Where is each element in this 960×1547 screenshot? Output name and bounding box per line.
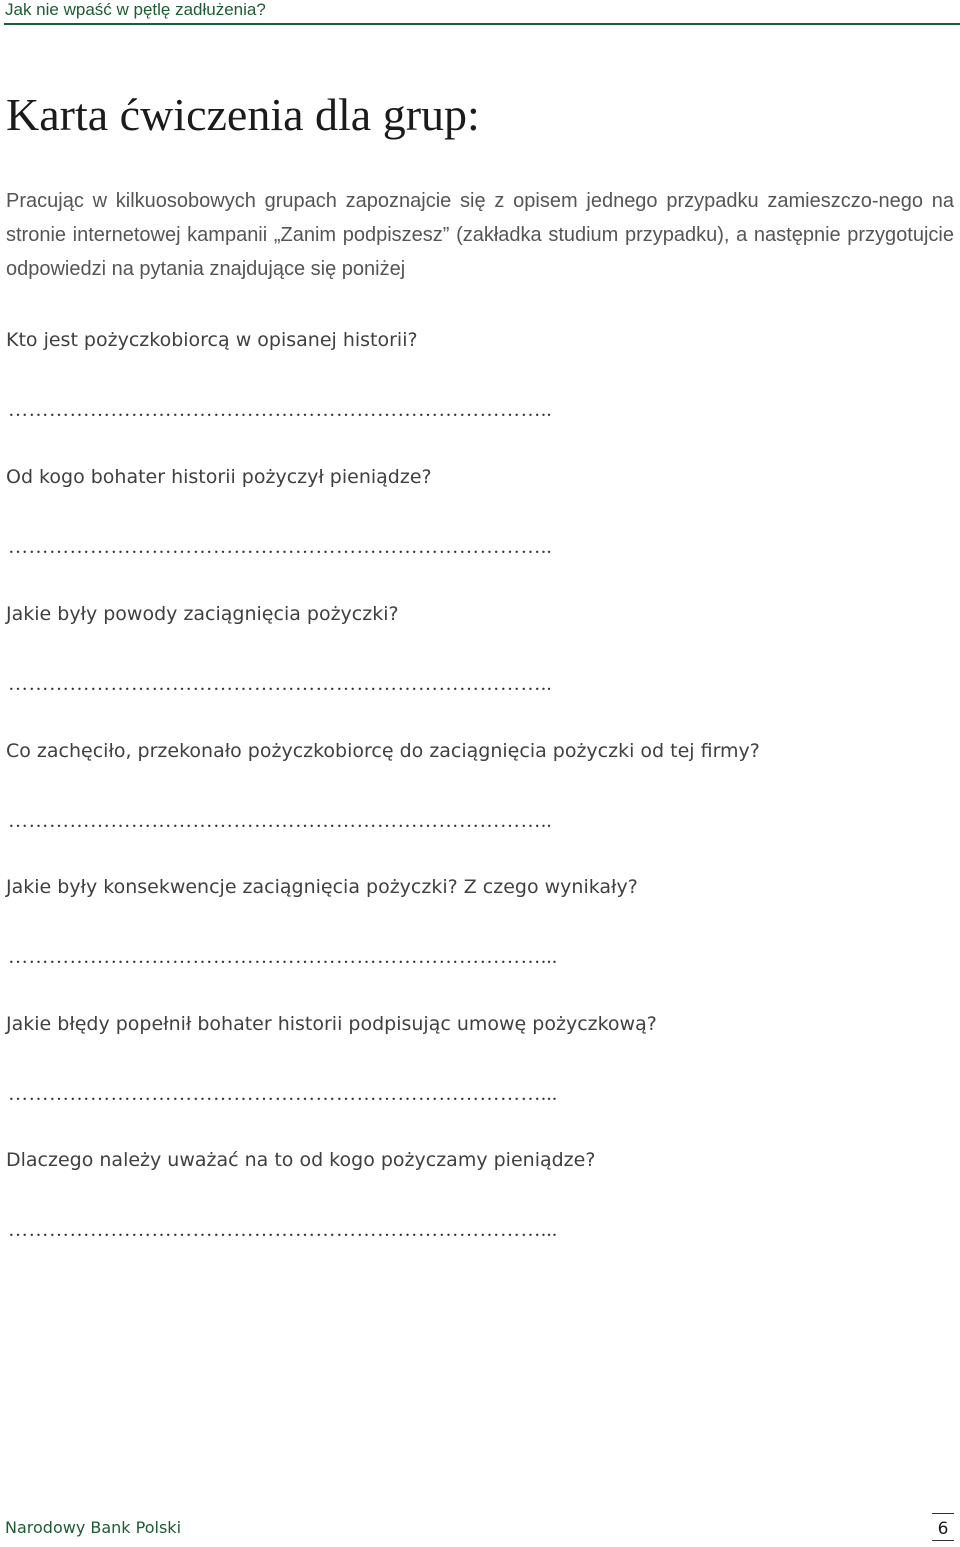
question-3: Jakie były powody zaciągnięcia pożyczki? bbox=[6, 603, 399, 625]
answer-line-4: …………………………………………………………………….. bbox=[8, 810, 552, 832]
answer-line-6: ……………………………………………………………………... bbox=[8, 1083, 558, 1105]
footer-organization: Narodowy Bank Polski bbox=[5, 1518, 182, 1537]
answer-line-7: ……………………………………………………………………... bbox=[8, 1219, 558, 1241]
page-number: 6 bbox=[932, 1513, 954, 1541]
page-header: Jak nie wpaść w pętlę zadłużenia? bbox=[5, 0, 266, 19]
question-5: Jakie były konsekwencje zaciągnięcia pożyczki? Z czego wynikały? bbox=[6, 876, 638, 898]
answer-line-3: …………………………………………………………………….. bbox=[8, 673, 552, 695]
answer-line-5: ……………………………………………………………………... bbox=[8, 946, 558, 968]
answer-line-1: …………………………………………………………………….. bbox=[8, 399, 552, 421]
question-4: Co zachęciło, przekonało pożyczkobiorcę do zaciągnięcia pożyczki od tej firmy? bbox=[6, 740, 760, 762]
question-1: Kto jest pożyczkobiorcą w opisanej historii? bbox=[6, 329, 418, 351]
page-title: Karta ćwiczenia dla grup: bbox=[6, 89, 480, 140]
question-2: Od kogo bohater historii pożyczył pieniądze? bbox=[6, 466, 432, 488]
question-7: Dlaczego należy uważać na to od kogo pożyczamy pieniądze? bbox=[6, 1149, 596, 1171]
intro-paragraph: Pracując w kilkuosobowych grupach zapoznajcie się z opisem jednego przypadku zamieszczo-nego na stronie internetowej kampanii „Zanim podpiszesz” (zakładka studium przypadku), a następnie przygotujcie odpowiedzi na pytania znajdujące się poniżej bbox=[6, 190, 954, 280]
answer-line-2: …………………………………………………………………….. bbox=[8, 536, 552, 558]
header-divider bbox=[4, 23, 960, 25]
question-6: Jakie błędy popełnił bohater historii podpisując umowę pożyczkową? bbox=[6, 1013, 657, 1035]
